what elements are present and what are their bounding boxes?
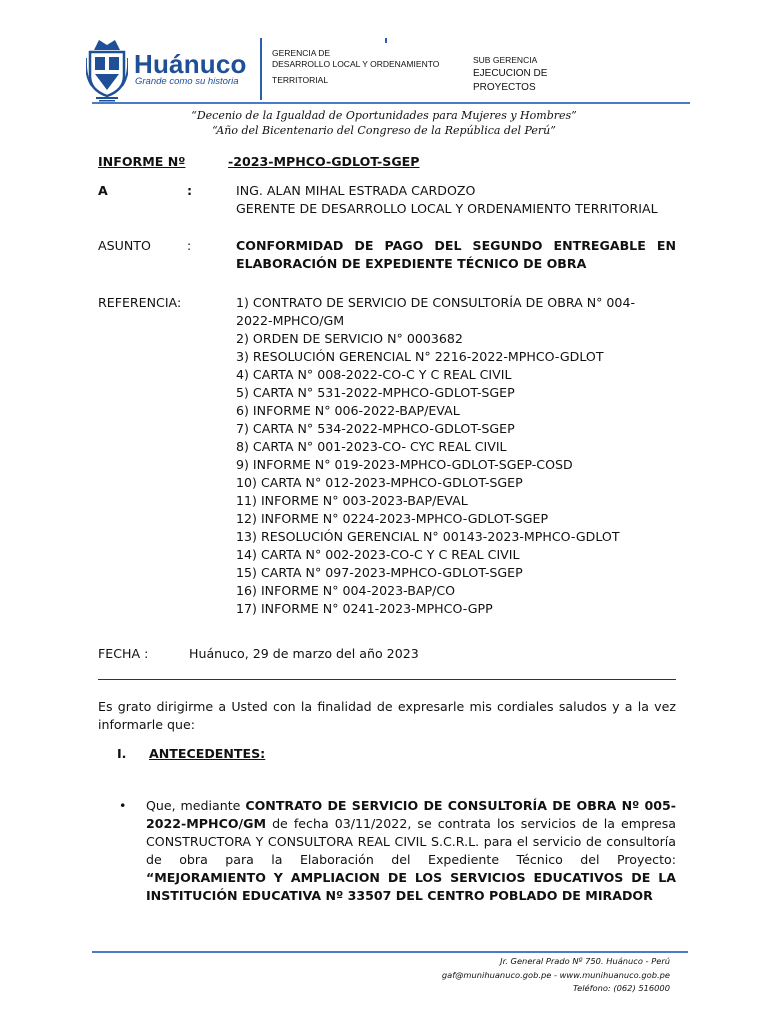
coat-of-arms-logo — [86, 36, 128, 102]
gerencia-line-3: TERRITORIAL — [272, 75, 329, 85]
reference-item: 10) CARTA N° 012-2023-MPHCO-GDLOT-SGEP — [236, 475, 523, 490]
bullet-dot: • — [119, 798, 127, 813]
to-name: ING. ALAN MIHAL ESTRADA CARDOZO — [236, 183, 476, 198]
footer-phone: Teléfono: (062) 516000 — [573, 983, 670, 993]
reference-item: 11) INFORME N° 003-2023-BAP/EVAL — [236, 493, 468, 508]
subject-label: ASUNTO — [98, 238, 151, 253]
subgerencia-line-1: EJECUCION DE — [473, 68, 548, 79]
gerencia-line-2: DESARROLLO LOCAL Y ORDENAMIENTO — [272, 59, 440, 69]
subject-colon: : — [187, 238, 192, 253]
logo-name: Huánuco — [134, 49, 247, 79]
antecedent-paragraph — [146, 797, 676, 905]
antecedent-text-1: Que, mediante — [146, 798, 246, 813]
reference-label: REFERENCIA: — [98, 295, 182, 310]
to-title: GERENTE DE DESARROLLO LOCAL Y ORDENAMIENTO TERRITORIAL — [236, 201, 658, 216]
reference-item: 14) CARTA N° 002-2023-CO-C Y C REAL CIVIL — [236, 547, 520, 562]
slogan-decade: “Decenio de la Igualdad de Oportunidades para Mujeres y Hombres” — [191, 109, 577, 122]
reference-item: 7) CARTA N° 534-2022-MPHCO-GDLOT-SGEP — [236, 421, 515, 436]
contract-reference: CONTRATO DE SERVICIO DE CONSULTORÍA DE OBRA Nº 005-2022-MPHCO/GM — [146, 798, 676, 831]
section-number: I. — [117, 746, 127, 761]
subgerencia-line-2: PROYECTOS — [473, 82, 536, 93]
footer-web: gaf@munihuanuco.gob.pe - www.munihuanuco.gob.pe — [441, 970, 670, 980]
reference-list — [236, 294, 635, 618]
section-title: ANTECEDENTES: — [149, 746, 266, 761]
date-divider — [98, 679, 676, 680]
logo-tagline: Grande como su historia — [135, 76, 239, 87]
subject-line-1: CONFORMIDAD DE PAGO DEL SEGUNDO ENTREGABLE EN — [236, 238, 676, 253]
subgerencia-label: SUB GERENCIA — [473, 55, 538, 65]
date-value: Huánuco, 29 de marzo del año 2023 — [189, 646, 419, 661]
footer-rule — [92, 951, 688, 953]
project-name: “MEJORAMIENTO Y AMPLIACION DE LOS SERVICIOS EDUCATIVOS DE LA INSTITUCIÓN EDUCATIVA Nº 33507 DEL CENTRO POBLADO DE MIRADOR — [146, 870, 676, 903]
to-colon: : — [187, 183, 193, 198]
informe-number: -2023-MPHCO-GDLOT-SGEP — [228, 154, 420, 169]
reference-item: 2022-MPHCO/GM — [236, 313, 345, 328]
reference-item: 5) CARTA N° 531-2022-MPHCO-GDLOT-SGEP — [236, 385, 515, 400]
reference-item: 2) ORDEN DE SERVICIO N° 0003682 — [236, 331, 463, 346]
reference-item: 8) CARTA N° 001-2023-CO- CYC REAL CIVIL — [236, 439, 507, 454]
reference-item: 15) CARTA N° 097-2023-MPHCO-GDLOT-SGEP — [236, 565, 523, 580]
gerencia-line-1: GERENCIA DE — [272, 48, 331, 58]
reference-item: 16) INFORME N° 004-2023-BAP/CO — [236, 583, 456, 598]
to-label: A — [98, 183, 108, 198]
date-label: FECHA : — [98, 646, 149, 661]
reference-item: 6) INFORME N° 006-2022-BAP/EVAL — [236, 403, 460, 418]
intro-paragraph: Es grato dirigirme a Usted con la finalidad de expresarle mis cordiales saludos y a la vez informarle que: — [98, 699, 676, 732]
footer-address: Jr. General Prado Nº 750. Huánuco - Perú — [500, 956, 670, 966]
reference-item: 12) INFORME N° 0224-2023-MPHCO-GDLOT-SGEP — [236, 511, 549, 526]
header-divider — [260, 38, 262, 100]
antecedent-text-2: de fecha 03/11/2022, se contrata los servicios de la empresa CONSTRUCTORA Y CONSULTORA REAL CIVIL S.C.R.L. para el servicio de consultoría de obra para la Elaboración del Expediente Técnico del Proyecto: — [146, 816, 676, 867]
reference-item: 17) INFORME N° 0241-2023-MPHCO-GPP — [236, 601, 493, 616]
header-rule — [92, 102, 690, 104]
subject-line-2: ELABORACIÓN DE EXPEDIENTE TÉCNICO DE OBRA — [236, 256, 587, 271]
slogan-year: “Año del Bicentenario del Congreso de la República del Perú” — [212, 124, 556, 137]
reference-item: 4) CARTA N° 008-2022-CO-C Y C REAL CIVIL — [236, 367, 512, 382]
header-tick-mark — [385, 38, 387, 43]
reference-item: 1) CONTRATO DE SERVICIO DE CONSULTORÍA DE OBRA N° 004- — [236, 295, 635, 310]
reference-item: 13) RESOLUCIÓN GERENCIAL N° 00143-2023-MPHCO-GDLOT — [236, 529, 620, 544]
informe-label: INFORME Nº — [98, 154, 186, 169]
reference-item: 3) RESOLUCIÓN GERENCIAL N° 2216-2022-MPHCO-GDLOT — [236, 349, 604, 364]
reference-item: 9) INFORME N° 019-2023-MPHCO-GDLOT-SGEP-COSD — [236, 457, 573, 472]
